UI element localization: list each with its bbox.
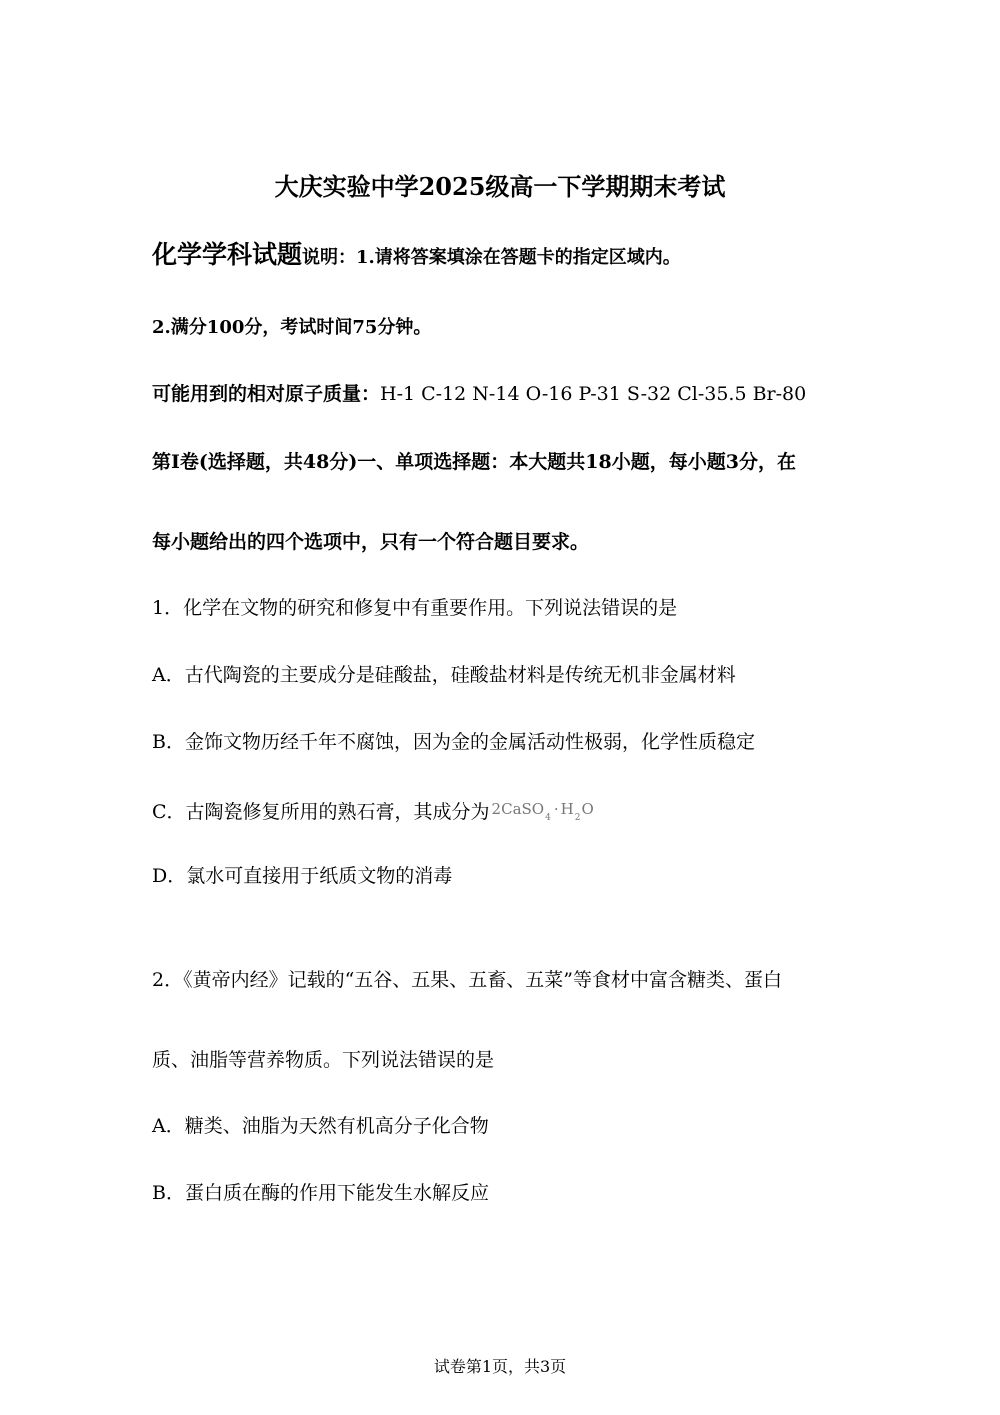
formula-part: H [560, 800, 574, 818]
question-1-option-c [152, 797, 594, 830]
question-2-option-b: B．蛋白质在酶的作用下能发生水解反应 [152, 1182, 489, 1204]
question-1-stem: 1．化学在文物的研究和修复中有重要作用。下列说法错误的是 [152, 597, 678, 619]
atomic-mass-values: H-1 C-12 N-14 O-16 P-31 S-32 Cl-35.5 Br-80 [380, 383, 807, 405]
subject-title: 化学学科试题 [152, 240, 303, 269]
question-1-option-a: A．古代陶瓷的主要成分是硅酸盐，硅酸盐材料是传统无机非金属材料 [152, 664, 736, 686]
formula-part: 2CaSO [491, 800, 545, 818]
exam-title: 大庆实验中学2025级高一下学期期末考试 [274, 172, 726, 201]
instruction-note-1: 说明：1.请将答案填涂在答题卡的指定区域内。 [302, 247, 681, 268]
formula-part: O [581, 800, 594, 818]
subject-line [152, 240, 681, 270]
instruction-note-2: 2.满分100分，考试时间75分钟。 [152, 317, 432, 338]
formula-subscript: 4 [545, 813, 551, 823]
section-heading-line-1: 第I卷(选择题，共48分)一、单项选择题：本大题共18小题，每小题3分，在 [152, 451, 796, 473]
question-2-option-a: A．糖类、油脂为天然有机高分子化合物 [152, 1115, 489, 1137]
question-1-option-d: D．氯水可直接用于纸质文物的消毒 [152, 865, 453, 887]
section-heading-line-2: 每小题给出的四个选项中，只有一个符合题目要求。 [152, 531, 590, 553]
atomic-mass-label: 可能用到的相对原子质量： [152, 383, 381, 405]
page-footer: 试卷第1页，共3页 [433, 1357, 567, 1376]
chemical-formula [491, 800, 594, 823]
formula-subscript: 2 [574, 813, 581, 823]
atomic-mass-line [152, 382, 806, 406]
question-2-stem-line-1: 2．《黄帝内经》记载的“五谷、五果、五畜、五菜”等食材中富含糖类、蛋白 [152, 969, 783, 991]
question-1-option-c-text: C．古陶瓷修复所用的熟石膏，其成分为 [152, 801, 490, 823]
question-2-stem-line-2: 质、油脂等营养物质。下列说法错误的是 [152, 1049, 495, 1071]
formula-dot: · [553, 800, 559, 818]
question-1-option-b: B．金饰文物历经千年不腐蚀，因为金的金属活动性极弱，化学性质稳定 [152, 731, 755, 753]
